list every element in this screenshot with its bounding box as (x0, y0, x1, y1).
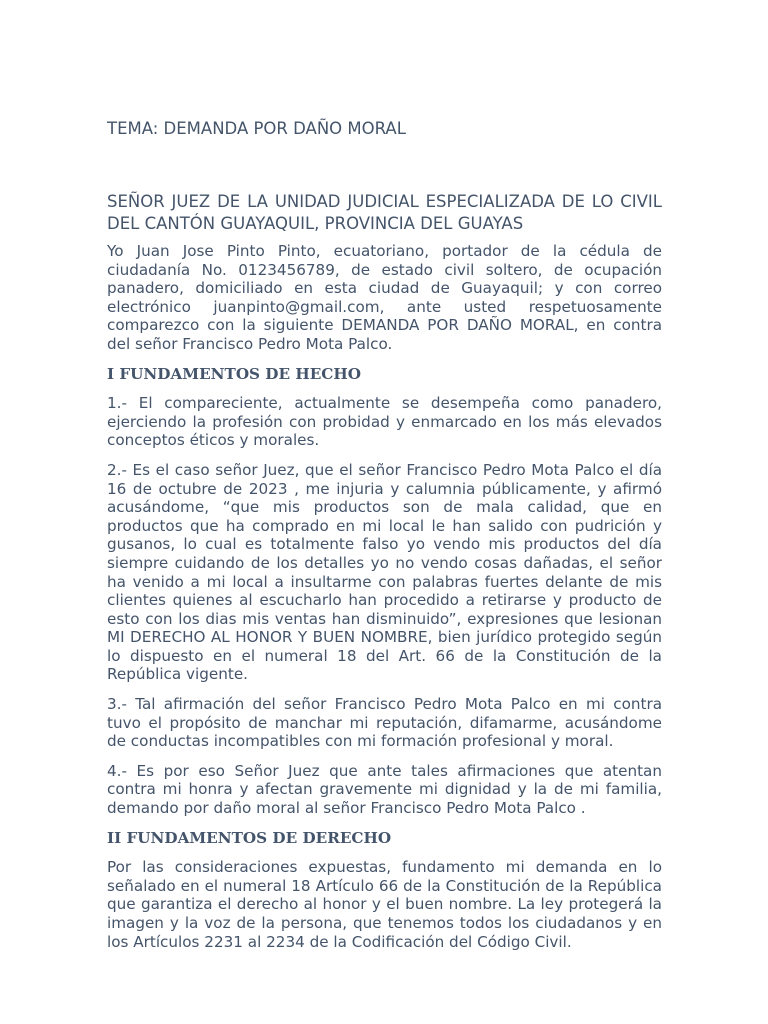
document-addressee: SEÑOR JUEZ DE LA UNIDAD JUDICIAL ESPECIALIZADA DE LO CIVIL DEL CANTÓN GUAYAQUIL, PROVINCIA DEL GUAYAS (107, 192, 662, 233)
fact-paragraph-1: 1.- El compareciente, actualmente se desempeña como panadero, ejerciendo la profesión con probidad y enmarcado en los más elevados conceptos éticos y morales. (107, 394, 662, 450)
section-heading-facts: I FUNDAMENTOS DE HECHO (107, 364, 361, 383)
intro-paragraph: Yo Juan Jose Pinto Pinto, ecuatoriano, portador de la cédula de ciudadanía No. 0123456789, de estado civil soltero, de ocupación panadero, domiciliado en esta ciudad de Guayaquil; y con correo electrónico juanpinto@gmail.com, ante usted respetuosamente comparezco con la siguiente DEMANDA POR DAÑO MORAL, en contra del señor Francisco Pedro Mota Palco. (107, 242, 662, 353)
document-page (107, 118, 662, 951)
fact-paragraph-2: 2.- Es el caso señor Juez, que el señor Francisco Pedro Mota Palco el día 16 de octubre de 2023 , me injuria y calumnia públicamente, y afirmó acusándome, “que mis productos son de mala calidad, que en productos que ha comprado en mi local le han salido con pudrición y gusanos, lo cual es totalmente falso yo vendo mis productos del día siempre cuidando de los detalles yo no vendo cosas dañadas, el señor ha venido a mi local a insultarme con palabras fuertes delante de mis clientes quienes al escucharlo han procedido a retirarse y producto de esto con los dias mis ventas han disminuido”, expresiones que lesionan MI DERECHO AL HONOR Y BUEN NOMBRE, bien jurídico protegido según lo dispuesto en el numeral 18 del Art. 66 de la Constitución de la República vigente. (107, 460, 662, 684)
fact-paragraph-3: 3.- Tal afirmación del señor Francisco Pedro Mota Palco en mi contra tuvo el propósito de manchar mi reputación, difamarme, acusándome de conductas incompatibles con mi formación profesional y moral. (107, 695, 662, 751)
section-heading-law: II FUNDAMENTOS DE DERECHO (107, 828, 392, 847)
fact-paragraph-4: 4.- Es por eso Señor Juez que ante tales afirmaciones que atentan contra mi honra y afectan gravemente mi dignidad y la de mi familia, demando por daño moral al señor Francisco Pedro Mota Palco . (107, 761, 662, 818)
law-paragraph: Por las consideraciones expuestas, fundamento mi demanda en lo señalado en el numeral 18 Artículo 66 de la Constitución de la República que garantiza el derecho al honor y el buen nombre. La ley protegerá la imagen y la voz de la persona, que tenemos todos los ciudadanos y en los Artículos 2231 al 2234 de la Codificación del Código Civil. (107, 858, 662, 951)
document-topic: TEMA: DEMANDA POR DAÑO MORAL (107, 119, 406, 138)
